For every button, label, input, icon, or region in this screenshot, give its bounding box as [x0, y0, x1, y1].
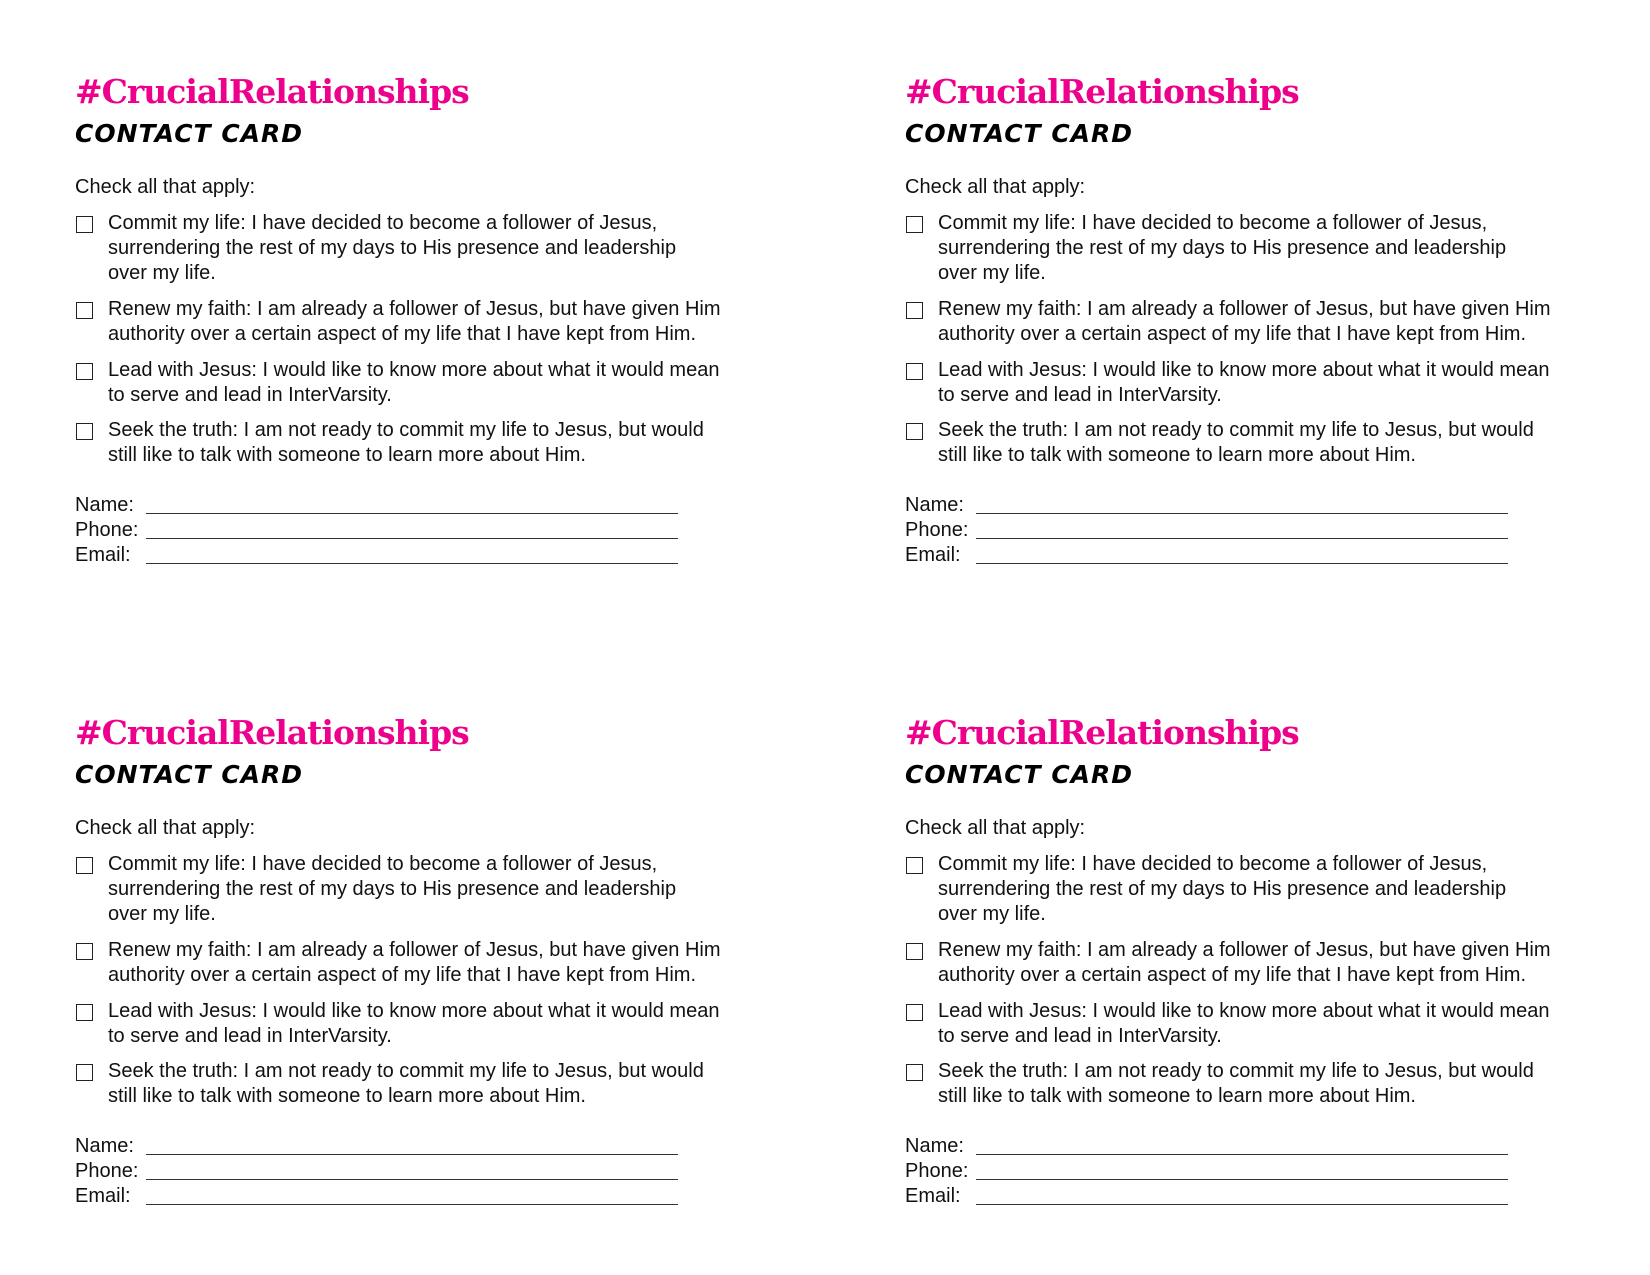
option-label: Seek the truth: I am not ready to commit my life to Jesus, but would still like to talk with someone to learn more about Him.: [108, 419, 704, 466]
card-title: #CrucialRelationships: [905, 713, 1299, 752]
option-label: Renew my faith: I am already a follower of Jesus, but have given Him authority over a certain aspect of my life that I have kept from Him.: [938, 939, 1551, 986]
option-label: Lead with Jesus: I would like to know more about what it would mean to serve and lead in InterVarsity.: [938, 359, 1550, 406]
commit-my-life-checkbox[interactable]: [76, 857, 93, 874]
renew-my-faith-checkbox[interactable]: [906, 302, 923, 319]
instructions-text: Check all that apply:: [75, 817, 256, 839]
instructions-text: Check all that apply:: [905, 176, 1086, 198]
email-field[interactable]: [146, 1204, 678, 1205]
lead-with-jesus-checkbox[interactable]: [906, 363, 923, 380]
name-field[interactable]: [146, 513, 678, 514]
instructions-text: Check all that apply:: [75, 176, 256, 198]
option-label: Renew my faith: I am already a follower of Jesus, but have given Him authority over a certain aspect of my life that I have kept from Him.: [938, 298, 1551, 345]
card-title: #CrucialRelationships: [75, 713, 469, 752]
phone-label: Phone:: [905, 519, 969, 541]
seek-the-truth-checkbox[interactable]: [76, 1064, 93, 1081]
option-label: Renew my faith: I am already a follower of Jesus, but have given Him authority over a certain aspect of my life that I have kept from Him.: [108, 298, 721, 345]
phone-field[interactable]: [146, 1179, 678, 1180]
name-label: Name:: [905, 1135, 964, 1157]
email-label: Email:: [905, 544, 961, 566]
option-label: Lead with Jesus: I would like to know more about what it would mean to serve and lead in InterVarsity.: [938, 1000, 1550, 1047]
email-field-row: [905, 543, 1515, 568]
lead-with-jesus-checkbox[interactable]: [76, 1004, 93, 1021]
phone-field-row: [905, 518, 1515, 543]
name-field-row: [75, 493, 685, 518]
email-field-row: [75, 543, 685, 568]
phone-field[interactable]: [976, 1179, 1508, 1180]
seek-the-truth-checkbox[interactable]: [76, 423, 93, 440]
option-label: Commit my life: I have decided to become a follower of Jesus, surrendering the rest of my days to His presence and leadership over my life.: [108, 212, 677, 284]
option-label: Lead with Jesus: I would like to know more about what it would mean to serve and lead in InterVarsity.: [108, 359, 720, 406]
card-title: #CrucialRelationships: [75, 72, 469, 111]
email-field[interactable]: [976, 1204, 1508, 1205]
name-field-row: [905, 493, 1515, 518]
card-title: #CrucialRelationships: [905, 72, 1299, 111]
renew-my-faith-checkbox[interactable]: [906, 943, 923, 960]
phone-field-row: [905, 1159, 1515, 1184]
commit-my-life-checkbox[interactable]: [76, 216, 93, 233]
option-label: Renew my faith: I am already a follower of Jesus, but have given Him authority over a certain aspect of my life that I have kept from Him.: [108, 939, 721, 986]
commit-my-life-checkbox[interactable]: [906, 216, 923, 233]
contact-card: [75, 68, 795, 588]
seek-the-truth-checkbox[interactable]: [906, 1064, 923, 1081]
phone-field-row: [75, 518, 685, 543]
card-subtitle: CONTACT CARD: [905, 119, 1134, 148]
contact-card: [905, 68, 1625, 588]
name-field[interactable]: [146, 1154, 678, 1155]
instructions-text: Check all that apply:: [905, 817, 1086, 839]
renew-my-faith-checkbox[interactable]: [76, 943, 93, 960]
lead-with-jesus-checkbox[interactable]: [76, 363, 93, 380]
option-label: Seek the truth: I am not ready to commit my life to Jesus, but would still like to talk with someone to learn more about Him.: [938, 419, 1534, 466]
card-subtitle: CONTACT CARD: [75, 760, 304, 789]
email-field[interactable]: [146, 563, 678, 564]
option-label: Lead with Jesus: I would like to know more about what it would mean to serve and lead in InterVarsity.: [108, 1000, 720, 1047]
commit-my-life-checkbox[interactable]: [906, 857, 923, 874]
email-field-row: [75, 1184, 685, 1209]
name-label: Name:: [905, 494, 964, 516]
name-field[interactable]: [976, 513, 1508, 514]
phone-label: Phone:: [905, 1160, 969, 1182]
option-label: Commit my life: I have decided to become a follower of Jesus, surrendering the rest of my days to His presence and leadership over my life.: [108, 853, 677, 925]
name-field-row: [905, 1134, 1515, 1159]
card-subtitle: CONTACT CARD: [75, 119, 304, 148]
option-label: Commit my life: I have decided to become a follower of Jesus, surrendering the rest of my days to His presence and leadership over my life.: [938, 853, 1507, 925]
card-subtitle: CONTACT CARD: [905, 760, 1134, 789]
name-label: Name:: [75, 1135, 134, 1157]
email-label: Email:: [905, 1185, 961, 1207]
phone-field[interactable]: [976, 538, 1508, 539]
phone-field-row: [75, 1159, 685, 1184]
contact-card: [75, 709, 795, 1229]
phone-label: Phone:: [75, 1160, 139, 1182]
email-label: Email:: [75, 1185, 131, 1207]
option-label: Commit my life: I have decided to become a follower of Jesus, surrendering the rest of my days to His presence and leadership over my life.: [938, 212, 1507, 284]
phone-label: Phone:: [75, 519, 139, 541]
contact-card: [905, 709, 1625, 1229]
name-label: Name:: [75, 494, 134, 516]
name-field[interactable]: [976, 1154, 1508, 1155]
lead-with-jesus-checkbox[interactable]: [906, 1004, 923, 1021]
name-field-row: [75, 1134, 685, 1159]
phone-field[interactable]: [146, 538, 678, 539]
email-field[interactable]: [976, 563, 1508, 564]
option-label: Seek the truth: I am not ready to commit my life to Jesus, but would still like to talk with someone to learn more about Him.: [938, 1060, 1534, 1107]
renew-my-faith-checkbox[interactable]: [76, 302, 93, 319]
email-field-row: [905, 1184, 1515, 1209]
option-label: Seek the truth: I am not ready to commit my life to Jesus, but would still like to talk with someone to learn more about Him.: [108, 1060, 704, 1107]
seek-the-truth-checkbox[interactable]: [906, 423, 923, 440]
email-label: Email:: [75, 544, 131, 566]
